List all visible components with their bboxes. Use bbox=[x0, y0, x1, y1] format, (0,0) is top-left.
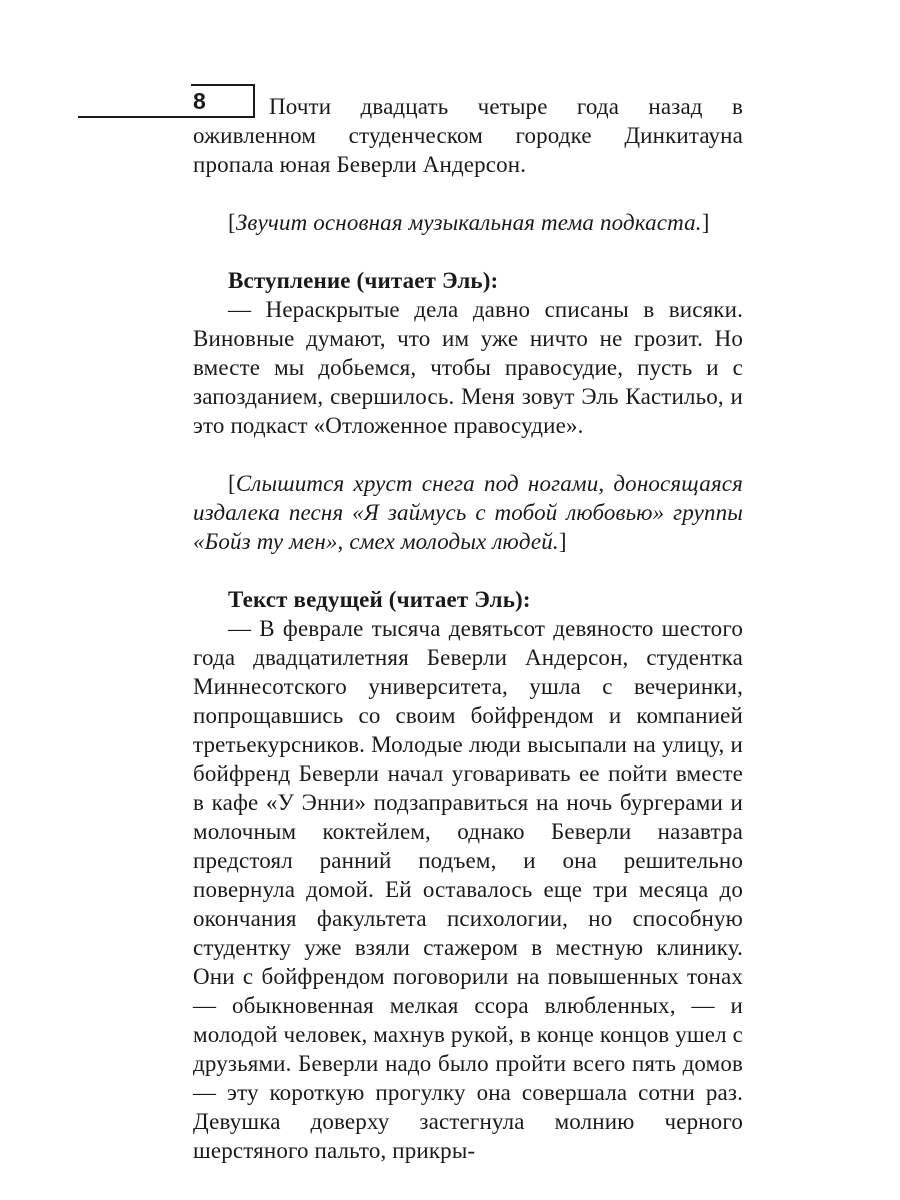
section-heading-intro: Вступление (читает Эль): bbox=[228, 268, 499, 293]
stage-direction-2: [Слышится хруст снега под ногами, доносящаяся издалека песня «Я займусь с тобой любовью» группы «Бойз ту мен», смех молодых людей.] bbox=[193, 471, 743, 554]
section-heading-host: Текст ведущей (читает Эль): bbox=[228, 587, 531, 612]
page-number: 8 bbox=[193, 88, 206, 114]
body-text bbox=[193, 92, 743, 1165]
stage-direction-1: [Звучит основная музыкальная тема подкаста.] bbox=[228, 210, 710, 235]
intro-speech: — Нераскрытые дела давно списаны в висяки. Виновные думают, что им уже ничто не грозит. Но вместе мы добьемся, чтобы правосудие, пусть и с запозданием, свершилось. Меня зовут Эль Кастильо, и это подкаст «Отложенное правосудие». bbox=[193, 297, 743, 438]
stage-direction-2-text: Слышится хруст снега под ногами, доносящаяся издалека песня «Я займусь с тобой любовью» группы «Бойз ту мен», смех молодых людей. bbox=[193, 471, 743, 554]
intro-paragraph: Почти двадцать четыре года назад в оживленном студенческом городке Динкитауна пропала юная Беверли Андерсон. bbox=[193, 94, 743, 177]
stage-direction-1-text: Звучит основная музыкальная тема подкаста. bbox=[235, 210, 702, 235]
host-speech: — В феврале тысяча девятьсот девяносто шестого года двадцатилетняя Беверли Андерсон, студентка Миннесотского университета, ушла с вечеринки, попрощавшись со своим бойфрендом и компанией третьекурсников. Молодые люди высыпали на улицу, и бойфренд Беверли начал уговаривать ее пойти вместе в кафе «У Энни» подзаправиться на ночь бургерами и молочным коктейлем, однако Беверли назавтра предстоял ранний подъем, и она решительно повернула домой. Ей оставалось еще три месяца до окончания факультета психологии, но способную студентку уже взяли стажером в местную клинику. Они с бойфрендом поговорили на повышенных тонах — обыкновенная мелкая ссора влюбленных, — и молодой человек, махнув рукой, в конце концов ушел с друзьями. Беверли надо было пройти всего пять домов — эту короткую прогулку она совершала сотни раз. Девушка доверху застегнула молнию черного шерстяного пальто, прикры- bbox=[193, 616, 743, 1163]
